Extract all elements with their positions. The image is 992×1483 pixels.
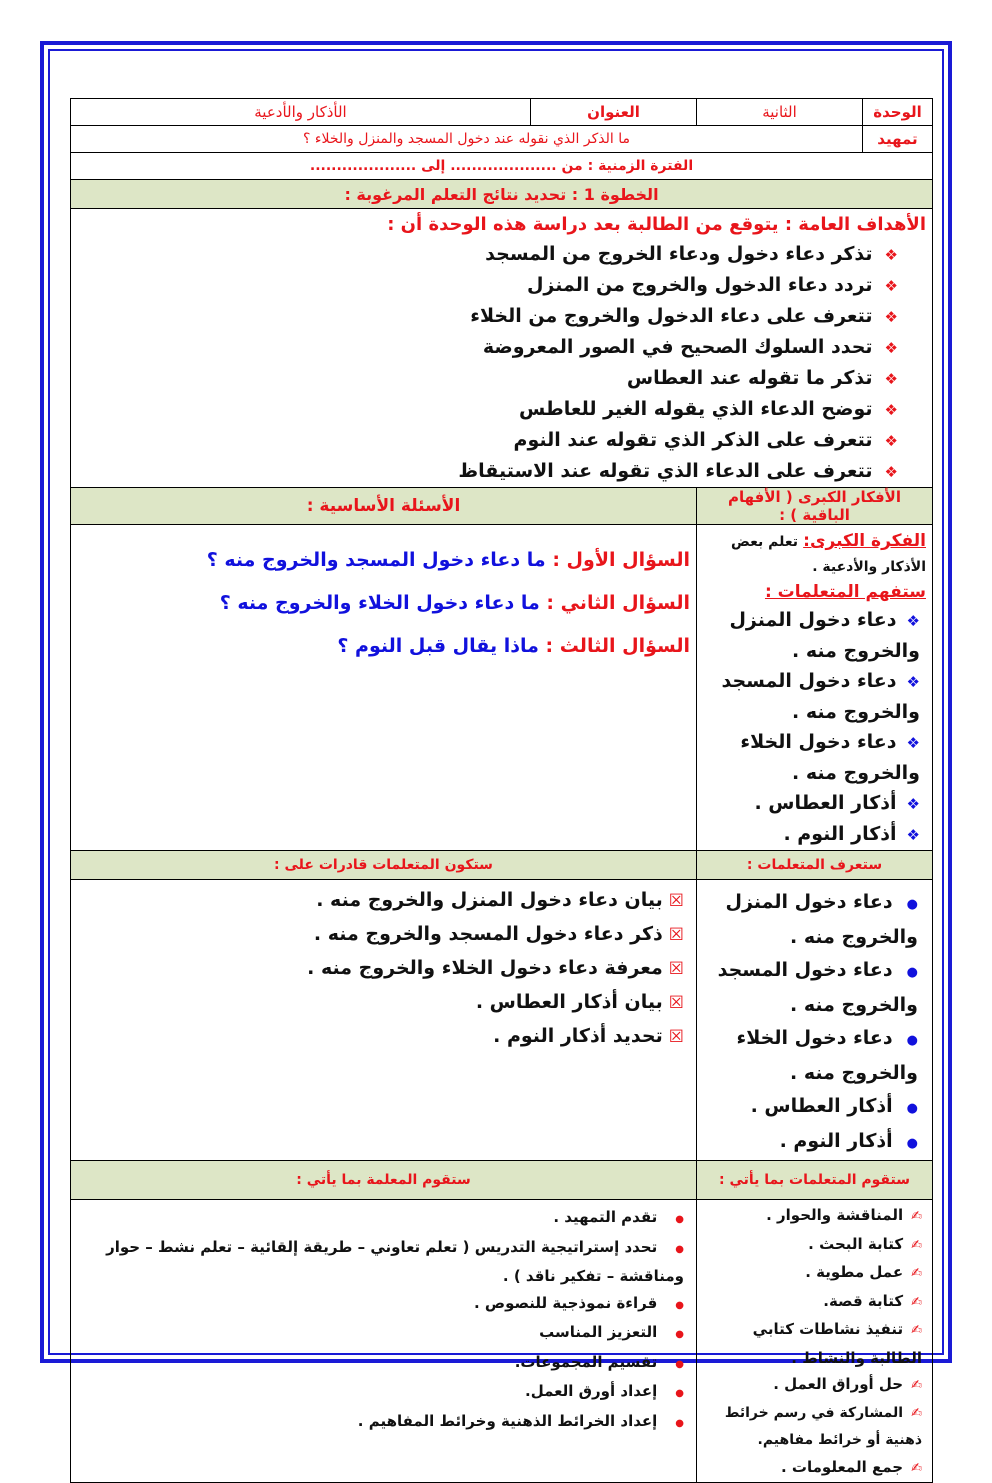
goal-item: ❖ تردد دعاء الدخول والخروج من المنزل xyxy=(77,270,898,301)
understand-item: ❖ أذكار العطاس . xyxy=(703,788,920,819)
big-idea-text: تعلم بعض الأذكار والأدعية . xyxy=(731,534,926,575)
teacher-task-item: ● إعداد الخرائط الذهنية وخرائط المفاهيم . xyxy=(77,1408,684,1438)
goals-cell xyxy=(71,209,933,488)
goals-list xyxy=(77,239,926,487)
teacher-task-item: ● إعداد أورق العمل. xyxy=(77,1378,684,1408)
understand-item: ❖ دعاء دخول المسجد والخروج منه . xyxy=(703,666,920,727)
ideas-questions-header-row xyxy=(71,488,933,525)
big-ideas-cell xyxy=(697,525,933,851)
understand-list xyxy=(703,605,926,850)
big-ideas-header: الأفكار الكبرى ( الأفهام الباقية ) : xyxy=(697,488,933,525)
ideas-questions-row xyxy=(71,525,933,851)
question-text: ما دعاء دخول المسجد والخروج منه ؟ xyxy=(206,549,546,571)
goal-item: ❖ تتعرف على دعاء الدخول والخروج من الخلاء xyxy=(77,301,898,332)
skill-item: ☒ تحديد أذكار النوم . xyxy=(77,1020,684,1054)
question-text: ماذا يقال قبل النوم ؟ xyxy=(337,635,539,657)
title-value: الأذكار والأدعية xyxy=(71,99,531,126)
skill-item: ☒ ذكر دعاء دخول المسجد والخروج منه . xyxy=(77,918,684,952)
understand-label: ستفهم المتعلمات : xyxy=(764,582,926,602)
goal-item: ❖ توضح الدعاء الذي يقوله الغير للعاطس xyxy=(77,394,898,425)
student-task-item: ✍ المشاركة في رسم خرائط ذهنية أو خرائط مفاهيم. xyxy=(703,1400,922,1454)
skills-list xyxy=(77,884,690,1054)
tasks-row xyxy=(71,1200,933,1483)
student-tasks-header: ستقوم المتعلمات بما يأتي : xyxy=(697,1161,933,1200)
student-tasks-cell xyxy=(697,1200,933,1483)
goal-item: ❖ تحدد السلوك الصحيح في الصور المعروضة xyxy=(77,332,898,363)
knowledge-list xyxy=(703,886,926,1160)
intro-label: تمهيد xyxy=(863,126,933,153)
questions-header: الأسئلة الأساسية : xyxy=(71,488,697,525)
goal-item: ❖ تذكر دعاء دخول ودعاء الخروج من المسجد xyxy=(77,239,898,270)
step1-title: الخطوة 1 : تحديد نتائج التعلم المرغوبة : xyxy=(71,180,933,209)
question-label: السؤال الثاني : xyxy=(546,592,690,614)
unit-value: الثانية xyxy=(697,99,863,126)
header-row-intro xyxy=(71,126,933,153)
question-2 xyxy=(77,588,690,619)
student-task-item: ✍ عمل مطوية . xyxy=(703,1259,922,1288)
student-task-item: ✍ تنفيذ نشاطات كتابي الطالبة والنشاط . xyxy=(703,1316,922,1371)
skill-item: ☒ معرفة دعاء دخول الخلاء والخروج منه . xyxy=(77,952,684,986)
teacher-task-item: ● التعزيز المناسب xyxy=(77,1319,684,1349)
teacher-tasks-cell xyxy=(71,1200,697,1483)
student-task-item: ✍ المناقشة والحوار . xyxy=(703,1202,922,1231)
knowledge-item: ● دعاء دخول المنزل والخروج منه . xyxy=(703,886,918,954)
skill-item: ☒ بيان أذكار العطاس . xyxy=(77,986,684,1020)
question-text: ما دعاء دخول الخلاء والخروج منه ؟ xyxy=(219,592,540,614)
knowledge-item: ● دعاء دخول الخلاء والخروج منه . xyxy=(703,1022,918,1090)
understand-item: ❖ دعاء دخول الخلاء والخروج منه . xyxy=(703,727,920,788)
questions-cell xyxy=(71,525,697,851)
question-3 xyxy=(77,631,690,662)
knowledge-item: ● أذكار النوم . xyxy=(703,1125,918,1160)
knowledge-header: ستعرف المتعلمات : xyxy=(697,851,933,880)
student-tasks-list xyxy=(703,1202,926,1482)
student-task-item: ✍ كتابة البحث . xyxy=(703,1231,922,1260)
teacher-task-item: ● تقدم التمهيد . xyxy=(77,1204,684,1234)
teacher-tasks-header: ستقوم المعلمة بما يأتي : xyxy=(71,1161,697,1200)
time-period: الفترة الزمنية : من .................... إلى .................... xyxy=(71,153,933,180)
knowledge-cell xyxy=(697,880,933,1161)
goal-item: ❖ تتعرف على الذكر الذي تقوله عند النوم xyxy=(77,425,898,456)
goal-item: ❖ تذكر ما تقوله عند العطاس xyxy=(77,363,898,394)
knowledge-skills-row xyxy=(71,880,933,1161)
teacher-tasks-list xyxy=(77,1204,690,1437)
understand-item: ❖ دعاء دخول المنزل والخروج منه . xyxy=(703,605,920,666)
teacher-task-item: ● تحدد إستراتيجية التدريس ( تعلم تعاوني – طريقة إلقائية – تعلم نشط – حوار ومناقشة – تفكير ناقد ) . xyxy=(77,1234,684,1290)
question-label: السؤال الثالث : xyxy=(545,635,690,657)
understand-item: ❖ أذكار النوم . xyxy=(703,819,920,850)
teacher-task-item: ● قراءة نموذجية للنصوص . xyxy=(77,1290,684,1320)
question-1 xyxy=(77,545,690,576)
student-task-item: ✍ كتابة قصة. xyxy=(703,1288,922,1317)
intro-value: ما الذكر الذي نقوله عند دخول المسجد والمنزل والخلاء ؟ xyxy=(71,126,863,153)
question-label: السؤال الأول : xyxy=(552,549,690,571)
lesson-plan-table xyxy=(70,98,933,1483)
general-goals-intro: الأهداف العامة : يتوقع من الطالبة بعد دراسة هذه الوحدة أن : xyxy=(387,214,926,235)
skills-cell xyxy=(71,880,697,1161)
header-row-unit xyxy=(71,99,933,126)
period-row xyxy=(71,153,933,180)
goals-row xyxy=(71,209,933,488)
skills-header: ستكون المتعلمات قادرات على : xyxy=(71,851,697,880)
unit-label: الوحدة xyxy=(863,99,933,126)
knowledge-item: ● دعاء دخول المسجد والخروج منه . xyxy=(703,954,918,1022)
title-label: العنوان xyxy=(531,99,697,126)
big-idea-label: الفكرة الكبرى: xyxy=(803,531,926,551)
student-task-item: ✍ جمع المعلومات . xyxy=(703,1454,922,1483)
goal-item: ❖ تتعرف على الدعاء الذي تقوله عند الاستيقاظ xyxy=(77,456,898,487)
student-task-item: ✍ حل أوراق العمل . xyxy=(703,1371,922,1400)
knowledge-item: ● أذكار العطاس . xyxy=(703,1090,918,1125)
tasks-header-row xyxy=(71,1161,933,1200)
skill-item: ☒ بيان دعاء دخول المنزل والخروج منه . xyxy=(77,884,684,918)
step1-row xyxy=(71,180,933,209)
teacher-task-item: ● تقسيم المجموعات. xyxy=(77,1349,684,1379)
knowledge-skills-header-row xyxy=(71,851,933,880)
